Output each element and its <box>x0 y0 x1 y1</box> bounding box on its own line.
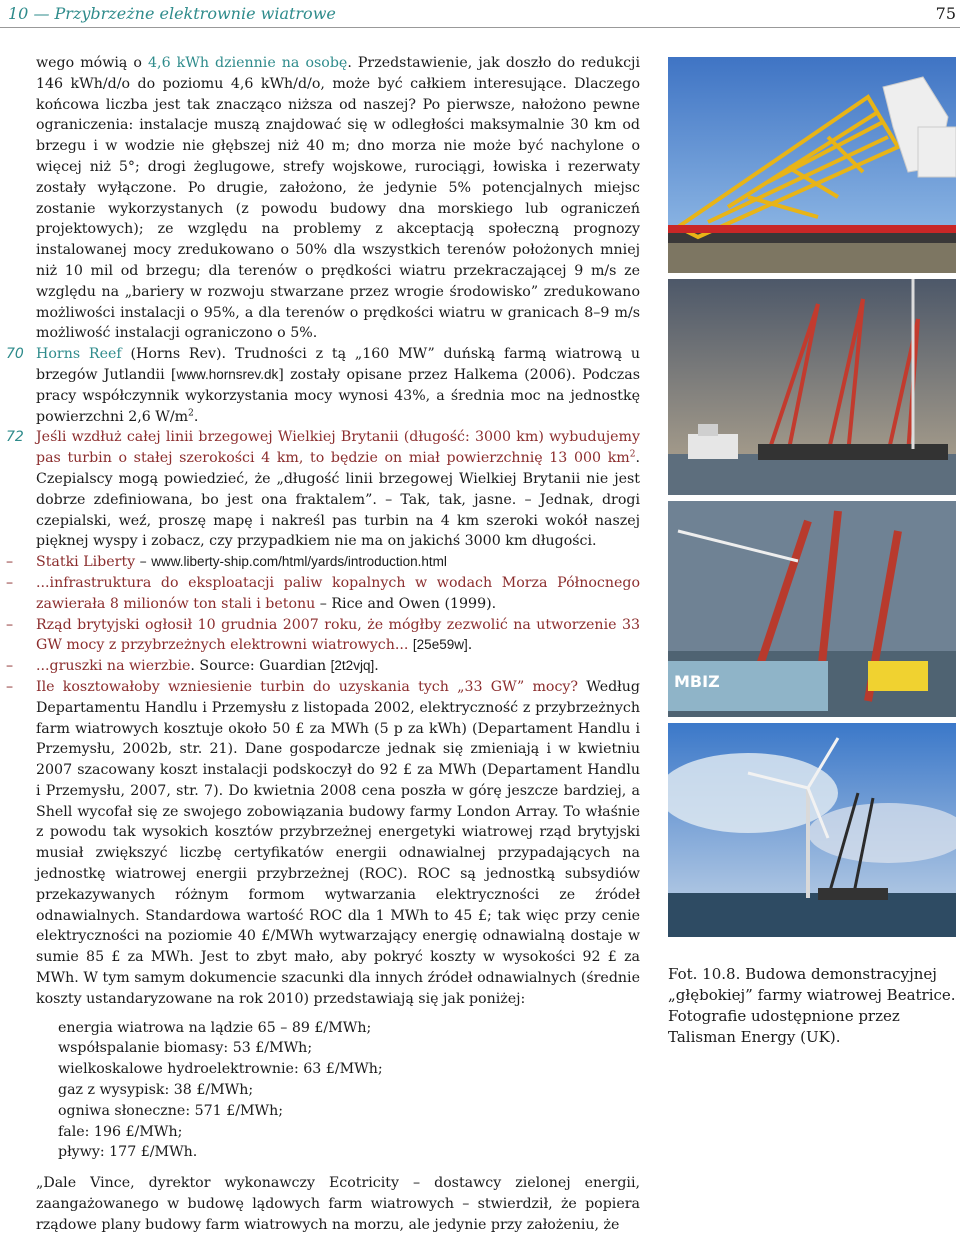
dash-mark: – <box>6 678 14 695</box>
text: . <box>467 637 473 654</box>
photo-finished-turbine <box>668 723 956 937</box>
note-number: 72 <box>6 429 24 446</box>
text: (Horns Rev). Trudności z tą „160 MW” duńską farmą wiatrową u brzegów Jutlandii [ <box>36 346 640 383</box>
paragraph-intro <box>36 53 640 344</box>
vessel-lettering: MBIZ <box>674 672 720 691</box>
link-horns-reef[interactable]: Horns Reef <box>36 346 122 363</box>
link-4-6-kwh[interactable]: 4,6 kWh dziennie na osobę <box>148 55 348 71</box>
page-number: 75 <box>935 4 956 23</box>
note-72 <box>6 427 640 552</box>
cost-list <box>58 1018 640 1164</box>
text: . Source: Guardian <box>190 658 331 675</box>
note-text <box>36 344 640 427</box>
note-text <box>36 573 640 615</box>
text: . Czepialscy mogą powiedzieć, że „długość linii brzegowej Wielkiej Brytanii nie jest dobrze zdefiniowana, bo jest ona fraktalem”. – Tak, tak, jasne. – Jednak, drogi czepialski, weź, proszę mapę i nakreśl pas turbin na 4 km szeroki wokół naszej pięknej wyspy i zobacz, czy przypadkiem nie ma on jakichś 3000 km długości. <box>36 450 640 550</box>
dash-pears <box>6 656 640 677</box>
photo-crane-closeup-image <box>668 501 956 717</box>
text: – Rice and Owen (1999). <box>315 595 497 612</box>
dash-mark: – <box>6 616 14 633</box>
photo-finished-turbine-image <box>668 723 956 937</box>
photo-cranes-vessel-image <box>668 279 956 495</box>
link-cost-question[interactable]: Ile kosztowałoby wzniesienie turbin do uzyskania tych „33 GW” mocy? <box>36 678 579 695</box>
superscript: 2 <box>629 449 636 460</box>
figure-caption: Fot. 10.8. Budowa demonstracyjnej „głębokiej” farmy wiatrowej Beatrice. Fotografie udostępnione przez Talisman Energy (UK). <box>668 965 956 1046</box>
list-item: współspalanie biomasy: 53 £/MWh; <box>58 1040 313 1057</box>
photo-jacket-transport-image <box>668 57 956 273</box>
link-gruszki[interactable]: ...gruszki na wierzbie <box>36 658 191 675</box>
url-liberty-ship[interactable]: www.liberty-ship.com/html/yards/introduction.html <box>151 554 447 570</box>
photo-crane-closeup <box>668 501 956 717</box>
note-text <box>36 656 640 677</box>
chapter-title: 10 — Przybrzeżne elektrownie wiatrowe <box>8 4 336 23</box>
text: . Przedstawienie, jak doszło do redukcji 146 kWh/d/o do poziomu 4,6 kWh/d/o, może być całkiem interesujące. Dlaczego końcowa liczba jest tak znacząco niższa od naszej? Po pierwsze, nałożono pewne ograniczenia: instalacje muszą znajdować się w odległości maksymalnie 30 km od brzegu i w wodzie nie głębszej niż 40 m; dno morza nie może być nachylone o więcej niż 5°; drogi żeglugowe, strefy wojskowe, rurociągi, łowiska i rezerwaty zostały wyłączone. Po drugie, założono, że jedynie 5% potencjalnych miejsc zostanie wykorzystanych (z powodu budowy dna morskiego lub ograniczeń projektowych); ze względu na problemy z akceptacją społeczną prognozy instalowanej mocy zredukowano o 50% dla wszystkich terenów położonych mniej niż 10 mil od brzegu; dla terenów o prędkości wiatru przekraczającej 9 m/s ze względu na „bariery w rozwoju stwarzane przez wrogie środowisko” zredukowano możliwości instalacji o 95%, a dla terenów o prędkości wiatru w granicach 8–9 m/s możliwość instalacji ograniczono o 5%. <box>36 55 640 342</box>
text: . <box>193 408 199 425</box>
url-hornsrev[interactable]: www.hornsrev.dk <box>176 366 279 382</box>
dash-mark: – <box>6 554 14 571</box>
superscript: 2 <box>188 407 194 418</box>
link-north-sea[interactable]: ...infrastruktura do eksploatacji paliw kopalnych w wodach Morza Północnego zawierała 8 milionów ton stali i betonu <box>36 574 640 612</box>
dash-liberty <box>6 552 640 573</box>
link-liberty-ships[interactable]: Statki Liberty <box>36 554 136 571</box>
link-coastline[interactable] <box>36 429 640 466</box>
note-text <box>36 427 640 552</box>
url-25e59w[interactable]: [25e59w] <box>412 637 468 653</box>
list-item: energia wiatrowa na lądzie 65 – 89 £/MWh; <box>58 1019 372 1036</box>
note-text <box>36 677 640 1010</box>
list-item: fale: 196 £/MWh; <box>58 1123 183 1140</box>
dash-mark: – <box>6 574 14 591</box>
photo-jacket-transport <box>668 57 956 273</box>
text: ] zostały opisane przez Halkema (2006). Podczas pracy współczynnik wykorzystania mocy wynosi 43%, a średnia moc na jednostkę powierzchni 2,6 W/m <box>36 366 640 425</box>
figure-photos <box>668 57 956 943</box>
paragraph-quote: „Dale Vince, dyrektor wykonawczy Ecotricity – dostawcy zielonej energii, zaangażowanego w budowę lądowych farm wiatrowych – stwierdził, że popiera rządowe plany budowy farm wiatrowych na morzu, ale jedynie przy założeniu, że <box>36 1175 640 1233</box>
list-item: ogniwa słoneczne: 571 £/MWh; <box>58 1102 284 1119</box>
text: – <box>135 554 152 571</box>
dash-cost <box>6 677 641 1010</box>
note-text <box>36 552 640 573</box>
note-70 <box>6 344 640 427</box>
note-text <box>36 615 640 657</box>
dash-mark: – <box>6 658 14 675</box>
dash-north-sea <box>6 573 640 615</box>
text: . <box>374 658 379 675</box>
url-2t2vjq[interactable]: [2t2vjq] <box>330 658 375 674</box>
photo-cranes-vessel <box>668 279 956 495</box>
dash-government <box>6 615 640 657</box>
list-item: gaz z wysypisk: 38 £/MWh; <box>58 1082 254 1099</box>
text: Według Departamentu Handlu i Przemysłu z listopada 2002, elektryczność z przybrzeżnych farm wiatrowych kosztuje około 50 £ za MWh (5 p za kWh) (Departament Handlu i Przemysłu, 2002b, str. 21). Dane gospodarcze jednak się zmieniają i w kwietniu 2007 szacowany koszt instalacji podskoczył do 92 £ za MWh (Departament Handlu i Przemysłu, 2007, str. 7). Do kwietnia 2008 cena poszła w górę jeszcze bardziej, a Shell wycofał się ze swojego zobowiązania budowy farmy London Array. To właśnie z powodu tak wysokich kosztów przybrzeżnej energetyki wiatrowej rząd brytyjski musiał zwiększyć liczbę certyfikatów energii odnawialnej przypadających na jednostkę wiatrowej energii przybrzeżnej (ROC). ROC są jednostką subsydiów przekazywanych różnym formom wytwarzania elektryczności ze źródeł odnawialnych. Standardowa wartość ROC dla 1 MWh to 45 £; tak więc przy cenie elektryczności na poziomie 40 £/MWh wytwarzający energię odnawialną dostaje w sumie 85 £ za MWh. Jest to zbyt mało, aby pokryć koszty w wysokości 92 £ za MWh. W tym samym dokumencie szacunki dla innych źródeł odnawialnych (średnie koszty ustandaryzowane na rok 2010) przedstawiają się jak poniżej: <box>36 678 641 1007</box>
main-text-column <box>6 53 641 1236</box>
note-number: 70 <box>6 346 24 363</box>
spacer <box>36 1163 640 1173</box>
text: Jeśli wzdłuż całej linii brzegowej Wielkiej Brytanii (długość: 3000 km) wybudujemy pas turbin o stałej szerokości 4 km, to będzie on miał powierzchnię 13 000 km <box>36 429 640 467</box>
text: wego mówią o <box>36 55 149 71</box>
list-item: pływy: 177 £/MWh. <box>58 1144 198 1161</box>
link-33gw[interactable]: Rząd brytyjski ogłosił 10 grudnia 2007 roku, że mógłby zezwolić na utworzenie 33 GW mocy z przybrzeżnych elektrowni wiatrowych... <box>36 616 640 654</box>
running-header <box>0 0 960 28</box>
list-item: wielkoskalowe hydroelektrownie: 63 £/MWh; <box>58 1061 383 1078</box>
